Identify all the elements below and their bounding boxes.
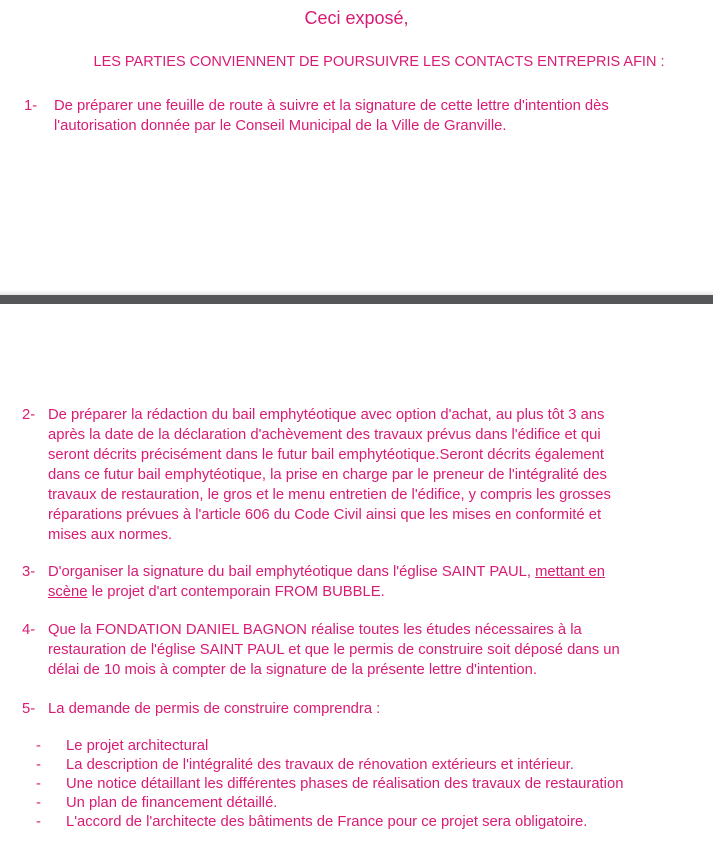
item-line: délai de 10 mois à compter de la signature de la présente lettre d'intention. <box>48 662 537 678</box>
item-number: 4- <box>22 622 36 638</box>
item-line: après la date de la déclaration d'achèvement des travaux prévus dans l'édifice et qui <box>48 427 601 443</box>
item-line: travaux de restauration, le gros et le menu entretien de l'édifice, y compris les grosses <box>48 487 611 503</box>
item-line: De préparer une feuille de route à suivre et la signature de cette lettre d'intention dès <box>54 98 609 114</box>
item-line: l'autorisation donnée par le Conseil Municipal de la Ville de Granville. <box>54 118 507 134</box>
bullet-dash: - <box>36 757 41 773</box>
bullet-text: Le projet architectural <box>66 738 209 754</box>
item-line: dans ce futur bail emphytéotique, la prise en charge par le preneur de l'intégralité des <box>48 467 607 483</box>
item-line: restauration de l'église SAINT PAUL et que le permis de construire soit déposé dans un <box>48 642 620 658</box>
item-number: 1- <box>24 98 38 114</box>
list-item-5 <box>22 699 702 721</box>
list-item-4 <box>22 620 712 682</box>
page-break-divider <box>0 295 713 304</box>
bullet-text: Une notice détaillant les différentes phases de réalisation des travaux de restauration <box>66 776 624 792</box>
item-line: mises aux normes. <box>48 527 173 543</box>
item-number: 5- <box>22 701 36 717</box>
document-title: Ceci exposé, <box>304 8 409 28</box>
bullet-dash: - <box>36 814 41 830</box>
bullet-dash: - <box>36 738 41 754</box>
list-item-3 <box>22 562 702 604</box>
document-subtitle: LES PARTIES CONVIENNENT DE POURSUIVRE LES CONTACTS ENTREPRIS AFIN : <box>93 54 665 70</box>
list-item-1 <box>24 96 704 138</box>
bullet-text: Un plan de financement détaillé. <box>66 795 278 811</box>
list-item-2 <box>22 405 702 545</box>
item-line <box>48 562 605 582</box>
bullet-text: La description de l'intégralité des travaux de rénovation extérieurs et intérieur. <box>66 757 574 773</box>
item-line: De préparer la rédaction du bail emphytéotique avec option d'achat, au plus tôt 3 ans <box>48 407 605 423</box>
bullet-dash: - <box>36 795 41 811</box>
underlined-text: scène <box>48 584 88 600</box>
item-line: réparations prévues à l'article 606 du Code Civil ainsi que les mises en conformité et <box>48 507 602 523</box>
item-line-text: le projet d'art contemporain FROM BUBBLE. <box>87 584 385 600</box>
item-line: Que la FONDATION DANIEL BAGNON réalise toutes les études nécessaires à la <box>48 622 582 638</box>
item-line <box>48 582 385 602</box>
item-number: 3- <box>22 564 36 580</box>
item-line-text: D'organiser la signature du bail emphytéotique dans l'église SAINT PAUL, <box>48 564 536 580</box>
item-line: seront décrits précisément dans le futur bail emphytéotique.Seront décrits également <box>48 447 605 463</box>
underlined-text: mettant en <box>535 564 606 580</box>
item-number: 2- <box>22 407 36 423</box>
bullet-dash: - <box>36 776 41 792</box>
item-line: La demande de permis de construire comprendra : <box>48 701 381 717</box>
bullet-text: L'accord de l'architecte des bâtiments de France pour ce projet sera obligatoire. <box>66 814 588 830</box>
